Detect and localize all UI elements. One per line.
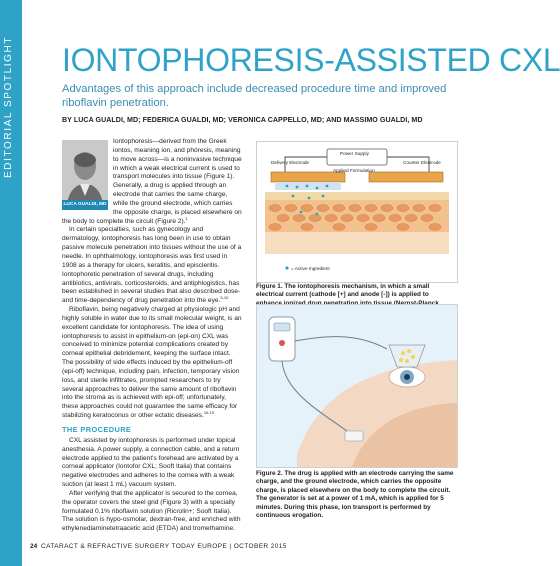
sidebar-label: EDITORIAL SPOTLIGHT — [3, 35, 14, 178]
applied-formulation-label: Applied Formulation — [333, 168, 375, 173]
counter-electrode-label: Counter Electrode — [403, 160, 441, 165]
article-subtitle: Advantages of this approach include decreased procedure time and improved riboflavin penetration. — [62, 83, 447, 109]
figure-1-diagram — [256, 141, 458, 283]
paragraph-3: Riboflavin, being negatively charged at physiologic pH and highly soluble in water due to its small molecular weight, is an excellent candidate for iontophoresis. The idea of using iontophoresis to assist in epithelium-on (epi-on) CXL was conceived to minimize potential complications created by corneal epithelial debridement, keeping the surface intact. The possibility of side effects induced by the epithelium-off (epi-off) technique, including pain, infection, temporary vision loss, and sterile infiltrates, prompted researchers to try several approaches to deliver the same amount of riboflavin into the stroma as is achieved with epi-off; unfortunately, these approaches could not guarantee the same efficacy for stabilizing keratoconus or other ectatic diseases.$^{16-19}$ — [62, 306, 242, 420]
paragraph-5: After verifying that the applicator is secured to the cornea, the operator covers the steel grid (Figure 3) with a specially formulated 0.1% riboflavin solution (Ricrolin+; Sooft Italia). The solution is hypo-osmolar, dextran-free, and enriched with ethylenediaminetetraacetic acid (ETDA) and tromethamine. — [62, 489, 241, 533]
active-ingredient-legend: = Active Ingredient — [291, 266, 330, 271]
paragraph-1: Iontophoresis—derived from the Greek iontos, meaning ion, and phóresis, meaning to move across—is a noninvasive technique in which a weak electrical current is used to transport molecules into tissue (Figure 1). Generally, a drug is applied through an electrode that carries the same charge, while the ground electrode, which carries the opposite charge, is placed elsewhere on the body to complete the circuit (Figure 2).$^1$ — [62, 138, 242, 225]
author-photo-caption: LUCA GUALDI, MD — [62, 200, 108, 210]
article-body-column — [62, 138, 242, 534]
figure-1-caption: Figure 1. The iontophoresis mechanism, in which a small electrical current (cathode [+] and anode [-]) is applied to — [256, 283, 430, 299]
figure-2-illustration — [256, 304, 458, 468]
editorial-spotlight-sidebar — [0, 0, 22, 566]
delivery-electrode-label: Delivery Electrode — [271, 160, 310, 165]
paragraph-4: CXL assisted by iontophoresis is performed under topical anesthesia. A power supply, a connection cable, and a return electrode applied to the patient's forehead are activated by a corneal applicator (Iontofor CXL; Sooft Italia) that contains negative electrodes and adheres to the cornea with a weak suction (at least 1 mL) vacuum system. — [62, 436, 240, 489]
paragraph-2: In certain specialties, such as gynecology and dermatology, iontophoresis has long been in use to obtain passive molecule penetration into tissues without the use of a needle. In ophthalmology, iontophoresis was first used in 1908 as a therapy for ulcers, keratitis, and episcleritis. Iontophoretic penetration of several drugs, including antibiotics, antivirals, corticosteroids, and antiphlogistics, has been established in several studies that also described dose- and time-dependency of drug penetration into the eye.$^{5-10}$ — [62, 226, 242, 305]
article-byline: BY LUCA GUALDI, MD; FEDERICA GUALDI, MD; VERONICA CAPPELLO, MD; AND MASSIMO GUALDI, MD — [62, 116, 423, 124]
figure-2-caption: Figure 2. The drug is applied with an electrode carrying the same charge, and the ground electrode, which carries the opposite charge, is placed elsewhere on the body to complete the circuit. The generator is set at a power of 1 mA, which is applied for 5 minutes. During this phase, ion transport is performed by continuous erogation. — [256, 470, 454, 520]
author-photo — [62, 140, 108, 210]
article-title: IONTOPHORESIS-ASSISTED CXL — [62, 42, 560, 78]
iontophoresis-device-on-patient-image — [257, 305, 457, 467]
page-number: 24 — [30, 543, 38, 550]
publication-footer: CATARACT & REFRACTIVE SURGERY TODAY EUROPE | OCTOBER 2015 — [41, 543, 287, 550]
section-heading: THE PROCEDURE — [62, 425, 132, 434]
power-supply-label: Power Supply — [340, 151, 369, 156]
